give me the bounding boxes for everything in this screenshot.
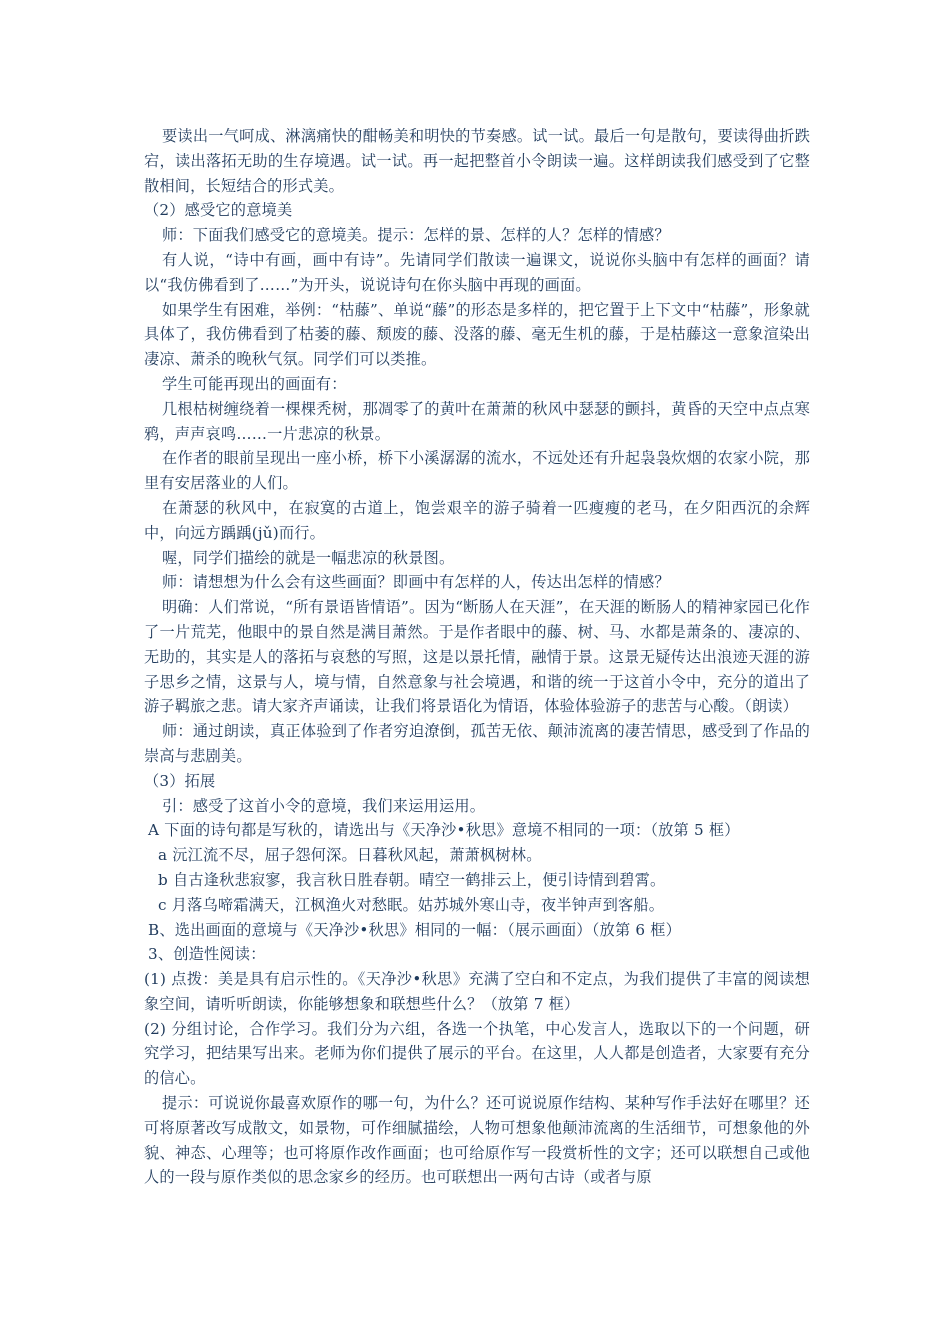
paragraph-scene-road: 在萧瑟的秋风中，在寂寞的古道上，饱尝艰辛的游子骑着一匹瘦瘦的老马，在夕阳西沉的余辉中，向远方踽踽(jǔ)而行。 bbox=[144, 498, 810, 542]
paragraph-autumn-picture: 喔，同学们描绘的就是一幅悲凉的秋景图。 bbox=[162, 548, 455, 567]
paragraph-extension-intro: 引：感受了这首小令的意境，我们来运用运用。 bbox=[162, 796, 486, 815]
paragraph-scene-trees: 几根枯树缠绕着一棵棵秃树，那凋零了的黄叶在萧萧的秋风中瑟瑟的颤抖，黄昏的天空中点点寒鸦，声声哀鸣……一片悲凉的秋景。 bbox=[144, 399, 810, 443]
paragraph-clarification: 明确：人们常说，“所有景语皆情语”。因为“断肠人在天涯”，在天涯的断肠人的精神家园已化作了一片荒芜，他眼中的景自然是满目萧然。于是作者眼中的藤、树、马、水都是萧条的、凄凉的、无助的，其实是人的落拓与哀愁的写照，这是以景托情，融情于景。这景无疑传达出浪迹天涯的游子思乡之情，这景与人，境与情，自然意象与社会境遇，和谐的统一于这首小令中，充分的道出了游子羁旅之悲。请大家齐声诵读，让我们将景语化为情语，体验体验游子的悲苦与心酸。（朗读） bbox=[144, 598, 810, 716]
heading-creative-reading: 3、创造性阅读： bbox=[148, 945, 266, 964]
paragraph-scene-bridge: 在作者的眼前呈现出一座小桥，桥下小溪潺潺的流水，不远处还有升起袅袅炊烟的农家小院，那里有安居落业的人们。 bbox=[144, 449, 810, 493]
paragraph-teacher-summary: 师：通过朗读，真正体验到了作者穷迫潦倒，孤苦无依、颠沛流离的凄苦情思，感受到了作品的崇高与悲剧美。 bbox=[144, 722, 810, 765]
paragraph-reading-rhythm: 要读出一气呵成、淋漓痛快的酣畅美和明快的节奏感。试一试。最后一句是散句，要读得曲折跌宕，读出落拓无助的生存境遇。试一试。再一起把整首小令朗读一遍。这样朗读我们感受到了它整散相间，长短结合的形式美。 bbox=[144, 127, 810, 195]
paragraph-example-vine: 如果学生有困难，举例：“枯藤”、单说“藤”的形态是多样的，把它置于上下文中“枯藤”，形象就具体了，我仿佛看到了枯萎的藤、颓废的藤、没落的藤、毫无生机的藤，于是枯藤这一意象渲染出凄凉、萧杀的晚秋气氛。同学们可以类推。 bbox=[144, 300, 810, 369]
paragraph-student-scenes-intro: 学生可能再现出的画面有： bbox=[162, 374, 347, 393]
paragraph-point-out: (1) 点拨：美是具有启示性的。《天净沙•秋思》充满了空白和不定点，为我们提供了丰富的阅读想象空间，请听听朗读，你能够想象和联想些什么？（放第 7 框） bbox=[144, 970, 810, 1013]
paragraph-teacher-question: 师：请想想为什么会有这些画面？即画中有怎样的人，传达出怎样的情感？ bbox=[162, 573, 670, 592]
heading-artistic-conception: （2）感受它的意境美 bbox=[144, 201, 293, 220]
paragraph-group-discussion: (2) 分组讨论，合作学习。我们分为六组，各选一个执笔，中心发言人，选取以下的一个问题，研究学习，把结果写出来。老师为你们提供了展示的平台。在这里，人人都是创造者，大家要有充分的信心。 bbox=[144, 1019, 810, 1088]
option-b: b 自古逢秋悲寂寥，我言秋日胜春朝。晴空一鹤排云上，便引诗情到碧霄。 bbox=[158, 870, 666, 889]
heading-extension: （3）拓展 bbox=[144, 771, 216, 790]
question-a: A 下面的诗句都是写秋的，请选出与《天净沙•秋思》意境不相同的一项：（放第 5 框） bbox=[148, 821, 740, 840]
document-body bbox=[144, 124, 810, 1190]
question-b: B、选出画面的意境与《天净沙•秋思》相同的一幅：（展示画面）（放第 6 框） bbox=[148, 920, 682, 939]
paragraph-teacher-prompt: 师：下面我们感受它的意境美。提示：怎样的景、怎样的人？怎样的情感？ bbox=[162, 226, 670, 245]
paragraph-poem-painting: 有人说，“诗中有画，画中有诗”。先请同学们散读一遍课文，说说你头脑中有怎样的画面？请以“我仿佛看到了……”为开头，说说诗句在你头脑中再现的画面。 bbox=[144, 250, 810, 294]
paragraph-hints: 提示：可说说你最喜欢原作的哪一句，为什么？还可说说原作结构、某种写作手法好在哪里？还可将原著改写成散文，如景物，可作细腻描绘，人物可想象他颠沛流离的生活细节，可想象他的外貌、神态、心理等；也可将原作改作画面；也可给原作写一段赏析性的文字；还可以联想自己或他人的一段与原作类似的思念家乡的经历。也可联想出一两句古诗（或者与原 bbox=[144, 1094, 810, 1187]
option-c: c 月落乌啼霜满天，江枫渔火对愁眠。姑苏城外寒山寺，夜半钟声到客船。 bbox=[158, 895, 665, 914]
option-a: a 沅江流不尽，屈子怨何深。日暮秋风起，萧萧枫树林。 bbox=[158, 846, 542, 865]
